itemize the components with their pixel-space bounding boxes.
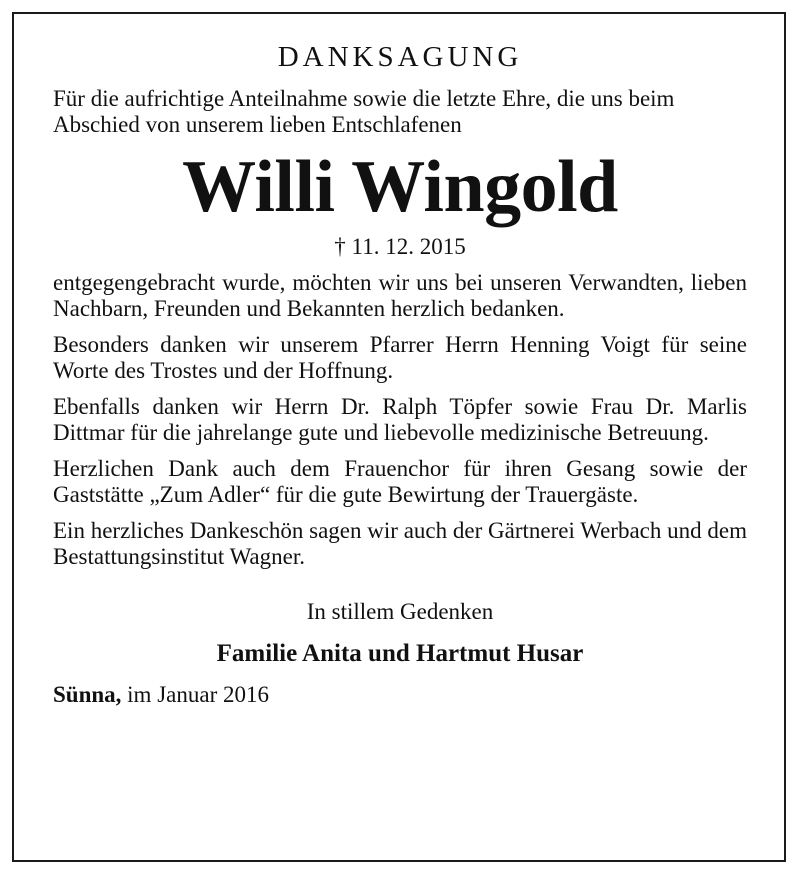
place-name: Sünna, xyxy=(53,682,122,707)
thank-you-notice xyxy=(53,38,747,709)
thanks-paragraph-pastor: Besonders danken wir unserem Pfarrer Herrn Henning Voigt für seine Worte des Trostes und der Hoffnung. xyxy=(53,332,747,383)
thanks-paragraph-choir: Herzlichen Dank auch dem Frauenchor für ihren Gesang sowie der Gaststätte „Zum Adler“ für die gute Bewirtung der Trauergäste. xyxy=(53,456,747,507)
closing-line: In stillem Gedenken xyxy=(306,599,494,624)
thanks-paragraph-relatives: entgegengebracht wurde, möchten wir uns bei unseren Verwandten, lieben Nachbarn, Freunden und Bekannten herzlich bedanken. xyxy=(53,270,747,321)
intro-text: Für die aufrichtige Anteilnahme sowie die letzte Ehre, die uns beim Abschied von unserem lieben Entschlafenen xyxy=(53,86,675,137)
deceased-name: Willi Wingold xyxy=(182,146,618,228)
notice-heading: DANKSAGUNG xyxy=(277,41,523,73)
place-date: im Januar 2016 xyxy=(127,682,269,707)
family-signature: Familie Anita und Hartmut Husar xyxy=(216,640,584,667)
thanks-paragraph-nursery: Ein herzliches Dankeschön sagen wir auch der Gärtnerei Werbach und dem Bestattungsinstitut Wagner. xyxy=(53,518,747,569)
death-date: † 11. 12. 2015 xyxy=(334,234,466,259)
place-date-line xyxy=(53,681,747,709)
thanks-paragraph-doctors: Ebenfalls danken wir Herrn Dr. Ralph Töpfer sowie Frau Dr. Marlis Dittmar für die jahrelange gute und liebevolle medizinische Betreuung. xyxy=(53,394,747,445)
